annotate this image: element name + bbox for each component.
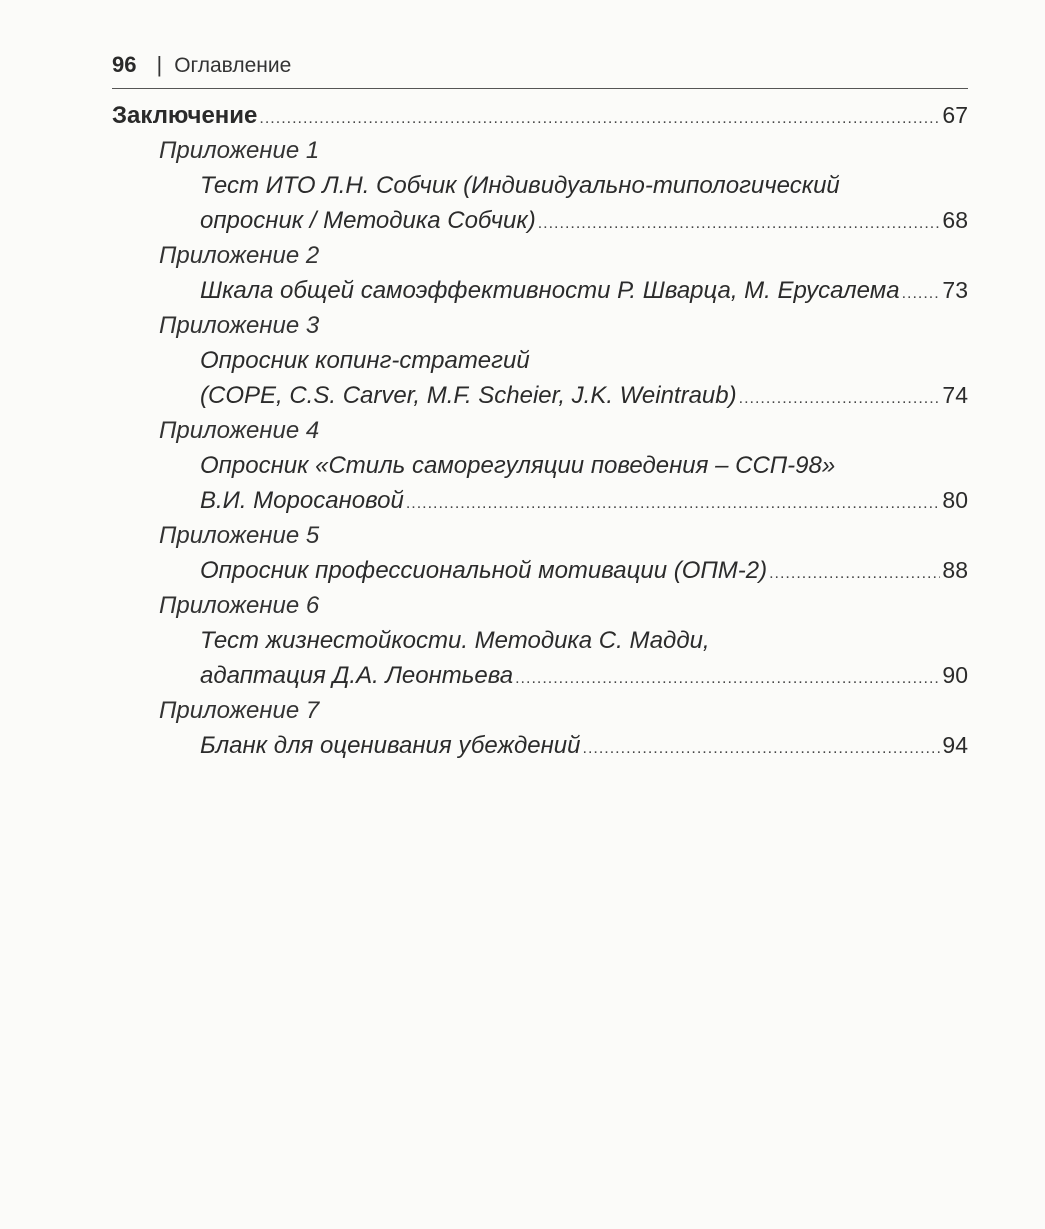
- appendix-heading-2: Приложение 2: [159, 242, 320, 269]
- toc-page-number: 68: [942, 207, 968, 233]
- dot-leader: [583, 731, 941, 766]
- dot-leader: [739, 381, 941, 416]
- appendix-heading-5: Приложение 5: [159, 522, 320, 549]
- appendix-heading-1: Приложение 1: [159, 137, 320, 164]
- toc-entry-line[interactable]: Тест жизнестойкости. Методика С. Мадди,: [200, 627, 710, 654]
- toc-entry-conclusion[interactable]: [112, 98, 968, 133]
- toc-entry-label: адаптация Д.А. Леонтьева: [200, 662, 514, 689]
- toc-page-number: 90: [942, 662, 968, 688]
- running-head: [112, 52, 968, 89]
- toc-entry-label: опросник / Методика Собчик): [200, 207, 536, 234]
- toc-entry-line[interactable]: Опросник «Стиль саморегуляции поведения – ССП-98»: [200, 452, 836, 479]
- table-of-contents: [112, 98, 968, 763]
- header-separator: |: [156, 52, 163, 77]
- appendix-heading-3: Приложение 3: [159, 312, 320, 339]
- toc-entry-appendix-2[interactable]: [112, 273, 968, 308]
- toc-entry-label: Опросник профессиональной мотивации (ОПМ-2): [200, 557, 768, 584]
- toc-entry-label: В.И. Моросановой: [200, 487, 404, 514]
- toc-entry-label: Заключение: [112, 102, 258, 129]
- toc-page-number: 73: [942, 277, 968, 303]
- toc-entry-appendix-4[interactable]: [112, 483, 968, 518]
- toc-entry-appendix-3[interactable]: [112, 378, 968, 413]
- dot-leader: [259, 101, 940, 136]
- book-page: [112, 52, 968, 763]
- dot-leader: [902, 276, 941, 311]
- toc-entry-appendix-5[interactable]: [112, 553, 968, 588]
- dot-leader: [538, 206, 941, 241]
- toc-entry-appendix-1[interactable]: [112, 203, 968, 238]
- appendix-heading-4: Приложение 4: [159, 417, 320, 444]
- appendix-heading-7: Приложение 7: [159, 697, 320, 724]
- toc-page-number: 80: [942, 487, 968, 513]
- toc-entry-line[interactable]: Опросник копинг-стратегий: [200, 347, 530, 374]
- toc-page-number: 88: [942, 557, 968, 583]
- toc-page-number: 94: [942, 732, 968, 758]
- toc-entry-label: (COPE, C.S. Carver, M.F. Scheier, J.K. Weintraub): [200, 382, 737, 409]
- toc-entry-appendix-6[interactable]: [112, 658, 968, 693]
- running-title: Оглавление: [174, 54, 292, 77]
- toc-entry-label: Бланк для оценивания убеждений: [200, 732, 581, 759]
- appendix-heading-6: Приложение 6: [159, 592, 320, 619]
- dot-leader: [406, 486, 941, 521]
- toc-entry-label: Шкала общей самоэффективности Р. Шварца, М. Ерусалема: [200, 277, 900, 304]
- dot-leader: [515, 661, 940, 696]
- toc-page-number: 74: [942, 382, 968, 408]
- toc-page-number: 67: [942, 102, 968, 128]
- page-number: 96: [112, 52, 137, 77]
- toc-entry-line[interactable]: Тест ИТО Л.Н. Собчик (Индивидуально-типологический: [200, 172, 840, 199]
- toc-entry-appendix-7[interactable]: [112, 728, 968, 763]
- dot-leader: [769, 556, 940, 591]
